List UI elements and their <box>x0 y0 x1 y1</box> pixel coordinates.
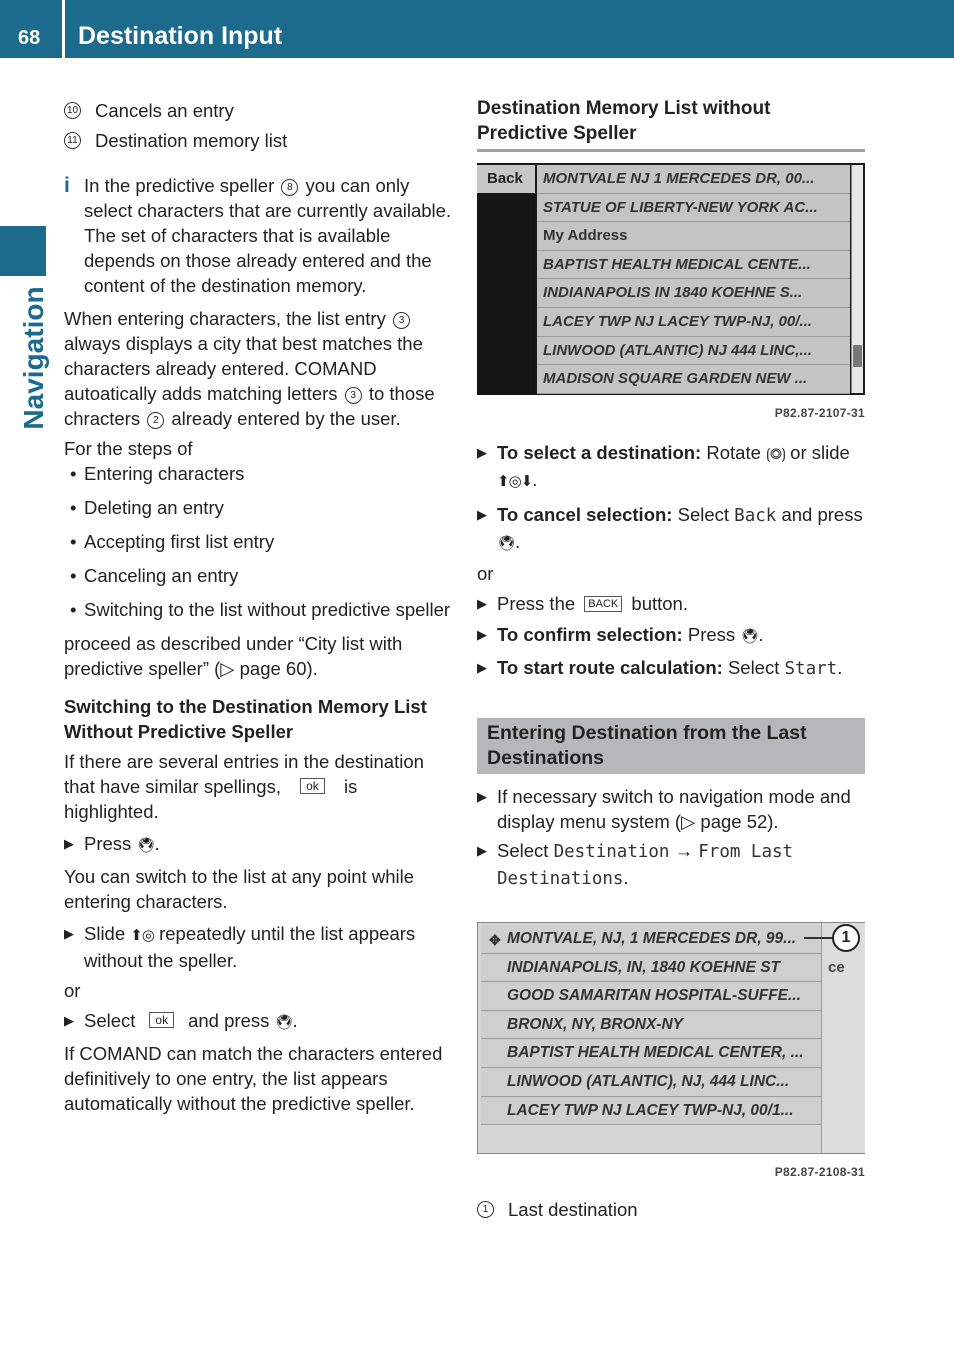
last-destinations-list <box>481 925 821 1125</box>
rotate-controller-icon: ⟮◎⟯ <box>766 446 786 463</box>
list-item[interactable]: MADISON SQUARE GARDEN NEW ... <box>537 365 850 394</box>
marker-1: 1 <box>477 1201 494 1218</box>
side-panel-text: ce <box>828 959 845 976</box>
section-title-last-destinations: Entering Destination from the Last Destinations <box>477 718 865 774</box>
step-arrow-icon: ▶ <box>64 926 74 941</box>
step-arrow-icon: ▶ <box>477 660 487 675</box>
back-key-icon: BACK <box>584 596 622 612</box>
press-controller-icon: 🖲 <box>497 535 516 552</box>
list-item[interactable]: LINWOOD (ATLANTIC), NJ, 444 LINC... <box>481 1068 821 1097</box>
step-press: ▶ Press 🖲. <box>64 831 454 858</box>
step-arrow-icon: ▶ <box>64 836 74 851</box>
scrollbar-thumb[interactable] <box>853 345 862 367</box>
list-item: • Entering characters <box>70 463 245 484</box>
subheading: Switching to the Destination Memory List Without Predictive Speller <box>64 696 427 742</box>
step-switch-mode: ▶ If necessary switch to navigation mode and display menu system (▷ page 52). <box>477 786 851 832</box>
destination-flag-icon: ✥ <box>489 932 501 948</box>
info-note <box>64 173 454 298</box>
ok-key-icon: ok <box>149 1012 174 1028</box>
step-press-back: ▶ Press the BACK button. <box>477 593 688 614</box>
press-controller-icon: 🖲 <box>740 628 759 645</box>
proceed-text: proceed as described under “City list with predictive speller” (▷ page 60). <box>64 633 403 679</box>
list-item[interactable]: LACEY TWP NJ LACEY TWP-NJ, 00/1... <box>481 1097 821 1126</box>
list-item[interactable]: MONTVALE NJ 1 MERCEDES DR, 00... <box>537 165 850 194</box>
last-destinations-screenshot <box>477 922 865 1154</box>
left-column <box>64 98 454 1116</box>
step-select-ok: ▶ Select ok and press 🖲. <box>64 1008 454 1035</box>
legend-text: Destination memory list <box>95 130 288 151</box>
step-arrow-icon: ▶ <box>477 445 487 460</box>
marker-10: 10 <box>64 102 81 119</box>
or-text: or <box>477 563 494 584</box>
info-icon: i <box>64 174 70 197</box>
paragraph-list-entry: When entering characters, the list entry 3 always displays a city that best matches the characters already entered. COMAND autoatically adds matching letters 3 to those chracters 2 already entered by the user. <box>64 308 435 429</box>
header-divider <box>62 0 65 58</box>
list-item: • Deleting an entry <box>70 497 224 518</box>
page-number: 68 <box>18 27 41 49</box>
press-controller-icon: 🖲 <box>274 1014 293 1031</box>
step-arrow-icon: ▶ <box>64 1013 74 1028</box>
legend-item <box>477 1197 865 1222</box>
list-item[interactable]: INDIANAPOLIS, IN, 1840 KOEHNE ST <box>481 954 821 983</box>
list-item: • Accepting first list entry <box>70 531 275 552</box>
legend-text: Cancels an entry <box>95 100 234 121</box>
legend-item <box>64 98 454 123</box>
back-button[interactable]: Back <box>477 165 535 193</box>
slide-controller-icon: ⬆◎⬇ <box>497 473 533 490</box>
scrollbar[interactable] <box>851 165 863 393</box>
step-select-from-last: ▶ Select Destination → From Last Destinations. <box>477 838 865 892</box>
list-item[interactable]: BAPTIST HEALTH MEDICAL CENTE... <box>537 251 850 280</box>
step-select-destination: ▶ To select a destination: Rotate ⟮◎⟯ or slide ⬆◎⬇. <box>477 440 865 494</box>
list-item[interactable]: ✥ MONTVALE, NJ, 1 MERCEDES DR, 99... <box>481 925 821 954</box>
list-item[interactable]: BRONX, NY, BRONX-NY <box>481 1011 821 1040</box>
step-arrow-icon: ▶ <box>477 596 487 611</box>
list-item[interactable]: GOOD SAMARITAN HOSPITAL-SUFFE... <box>481 982 821 1011</box>
ok-key-icon: ok <box>300 778 325 794</box>
step-slide: ▶ Slide ⬆◎ repeatedly until the list appears without the speller. <box>64 923 416 971</box>
bullet-list <box>64 461 454 622</box>
step-confirm-selection: ▶ To confirm selection: Press 🖲. <box>477 622 865 649</box>
list-item[interactable]: STATUE OF LIBERTY-NEW YORK AC... <box>537 194 850 223</box>
list-item: • Switching to the list without predictive speller <box>70 599 451 620</box>
legend-item <box>64 128 454 153</box>
marker-11: 11 <box>64 132 81 149</box>
list-item[interactable]: INDIANAPOLIS IN 1840 KOEHNE S... <box>537 279 850 308</box>
step-arrow-icon: ▶ <box>477 843 487 858</box>
list-item[interactable]: LINWOOD (ATLANTIC) NJ 444 LINC,... <box>537 337 850 366</box>
step-cancel-selection: ▶ To cancel selection: Select Back and press 🖲. <box>477 502 865 556</box>
steps-intro: For the steps of <box>64 438 193 459</box>
step-arrow-icon: ▶ <box>477 507 487 522</box>
step-start-route: ▶ To start route calculation: Select Start. <box>477 655 865 682</box>
list-item: • Canceling an entry <box>70 565 239 586</box>
page-header <box>0 0 954 58</box>
paragraph-similar: If there are several entries in the destination that have similar spellings, ok is highlighted. <box>64 751 424 822</box>
list-item[interactable]: My Address <box>537 222 850 251</box>
figure-reference: P82.87-2107-31 <box>774 406 865 420</box>
memory-list-screenshot <box>477 163 865 395</box>
press-controller-icon: 🖲 <box>136 837 155 854</box>
destination-memory-list <box>537 165 850 394</box>
paragraph-switch: You can switch to the list at any point while entering characters. <box>64 866 414 912</box>
section-title-memory-list: Destination Memory List without Predictive Speller <box>477 96 865 152</box>
info-text: In the predictive speller 8 you can only select characters that are currently available. The set of characters that is available depends on those already entered and the content of the destination memory. <box>84 175 452 296</box>
paragraph-match: If COMAND can match the characters entered definitively to one entry, the list appears automatically without the predictive speller. <box>64 1043 443 1114</box>
section-tab-marker <box>0 226 46 276</box>
step-arrow-icon: ▶ <box>477 789 487 804</box>
list-item[interactable]: LACEY TWP NJ LACEY TWP-NJ, 00/... <box>537 308 850 337</box>
list-item[interactable]: BAPTIST HEALTH MEDICAL CENTER, ... <box>481 1039 821 1068</box>
figure-reference: P82.87-2108-31 <box>774 1165 865 1179</box>
right-column <box>477 96 865 1222</box>
or-text: or <box>64 980 81 1001</box>
legend-text: Last destination <box>508 1199 638 1220</box>
callout-marker-1: 1 <box>832 924 860 952</box>
section-tab-label: Navigation <box>18 286 49 430</box>
step-arrow-icon: ▶ <box>477 627 487 642</box>
slide-controller-icon: ⬆◎ <box>130 927 154 944</box>
page-title: Destination Input <box>78 22 283 50</box>
